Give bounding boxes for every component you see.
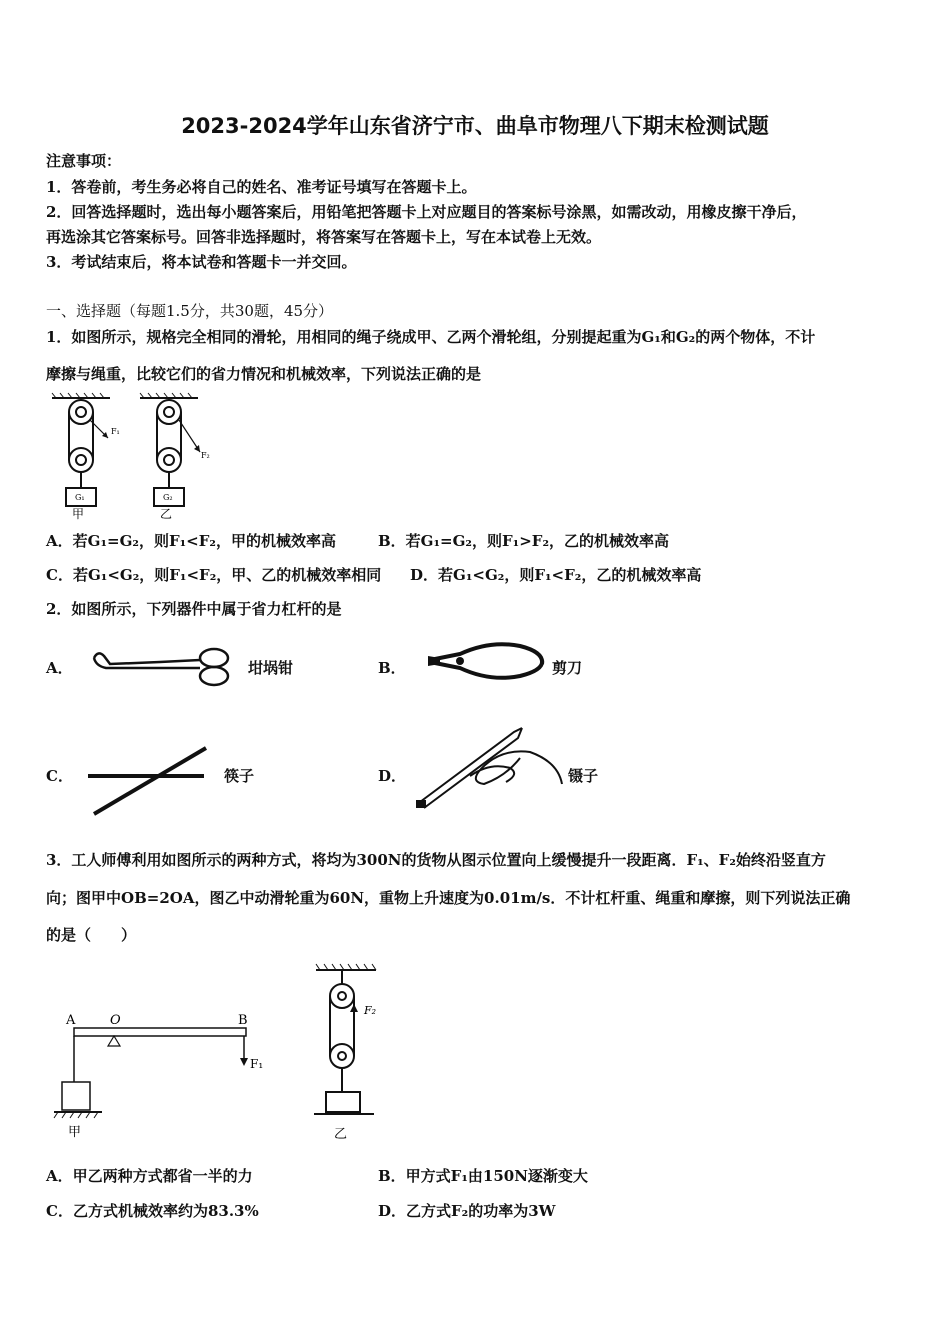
q3-option-c: C．乙方式机械效率约为83.3% <box>46 1202 259 1220</box>
q3-option-a: A．甲乙两种方式都省一半的力 <box>46 1167 253 1185</box>
q1-option-a: A．若G₁=G₂，则F₁<F₂，甲的机械效率高 <box>46 532 336 550</box>
notice-item: 再选涂其它答案标号。回答非选择题时，将答案写在答题卡上，写在本试卷上无效。 <box>46 228 602 246</box>
q2-option-b-letter: B． <box>378 659 406 677</box>
q3-yi-label: 乙 <box>334 1127 348 1142</box>
notice-item: 3．考试结束后，将本试卷和答题卡一并交回。 <box>46 253 357 271</box>
pliers-image <box>420 638 550 686</box>
q2-option-a-letter: A． <box>46 659 73 677</box>
lever-point-b: B <box>238 1013 248 1028</box>
q1-force-label: F₂ <box>201 451 210 460</box>
q1-option-b: B．若G₁=G₂，则F₁>F₂，乙的机械效率高 <box>378 532 670 550</box>
q3-lever-figure <box>54 1004 274 1144</box>
q1-weight-label: G₂ <box>163 493 173 502</box>
q1-yi-label: 乙 <box>160 507 173 521</box>
lever-point-o: O <box>110 1013 121 1028</box>
crucible-tongs-image <box>90 646 240 688</box>
q3-jia-label: 甲 <box>68 1125 82 1140</box>
q1-stem-cont: 摩擦与绳重，比较它们的省力情况和机械效率，下列说法正确的是 <box>46 365 482 383</box>
section-heading: 一、选择题（每题1.5分，共30题，45分） <box>46 302 334 320</box>
q1-pulley-figure <box>48 392 218 520</box>
q2-option-c-letter: C． <box>46 767 73 785</box>
chopsticks-image <box>84 742 214 818</box>
q1-jia-label: 甲 <box>72 507 85 521</box>
q2-option-d-letter: D． <box>378 767 407 785</box>
q2-stem: 2．如图所示，下列器件中属于省力杠杆的是 <box>46 600 342 618</box>
lever-point-a: A <box>66 1013 76 1028</box>
tweezers-image <box>410 718 570 818</box>
q1-option-c: C．若G₁<G₂，则F₁<F₂，甲、乙的机械效率相同 <box>46 566 382 584</box>
q1-force-label: F₁ <box>111 427 120 436</box>
q3-option-b: B．甲方式F₁由150N逐渐变大 <box>378 1167 588 1185</box>
q2-option-d-name: 镊子 <box>568 767 599 785</box>
q2-option-b-name: 剪刀 <box>552 659 583 677</box>
q3-stem: 3．工人师傅利用如图所示的两种方式，将均为300N的货物从图示位置向上缓慢提升一段距离．F₁、F₂始终沿竖直方 <box>46 851 826 869</box>
q1-stem: 1．如图所示，规格完全相同的滑轮，用相同的绳子绕成甲、乙两个滑轮组，分别提起重为G₁和G₂的两个物体，不计 <box>46 328 816 346</box>
q2-option-c-name: 筷子 <box>224 767 255 785</box>
notice-item: 1．答卷前，考生务必将自己的姓名、准考证号填写在答题卡上。 <box>46 178 477 196</box>
q3-option-d: D．乙方式F₂的功率为3W <box>378 1202 556 1220</box>
page-title: 2023-2024学年山东省济宁市、曲阜市物理八下期末检测试题 <box>181 114 769 138</box>
q2-option-a-name: 坩埚钳 <box>248 659 294 677</box>
q3-pulley-figure <box>312 964 392 1144</box>
pulley-force-label: F₂ <box>364 1004 377 1017</box>
q3-stem-cont: 的是（ ） <box>46 926 137 944</box>
notice-item: 2．回答选择题时，选出每小题答案后，用铅笔把答题卡上对应题目的答案标号涂黑，如需改动，用橡皮擦干净后， <box>46 203 807 221</box>
lever-force-label: F₁ <box>250 1057 264 1071</box>
q1-option-d: D．若G₁<G₂，则F₁<F₂，乙的机械效率高 <box>410 566 702 584</box>
q3-stem-cont: 向；图甲中OB=2OA，图乙中动滑轮重为60N，重物上升速度为0.01m/s．不计杠杆重、绳重和摩擦，则下列说法正确 <box>46 889 851 907</box>
q1-weight-label: G₁ <box>75 493 85 502</box>
notice-heading: 注意事项： <box>46 152 122 170</box>
